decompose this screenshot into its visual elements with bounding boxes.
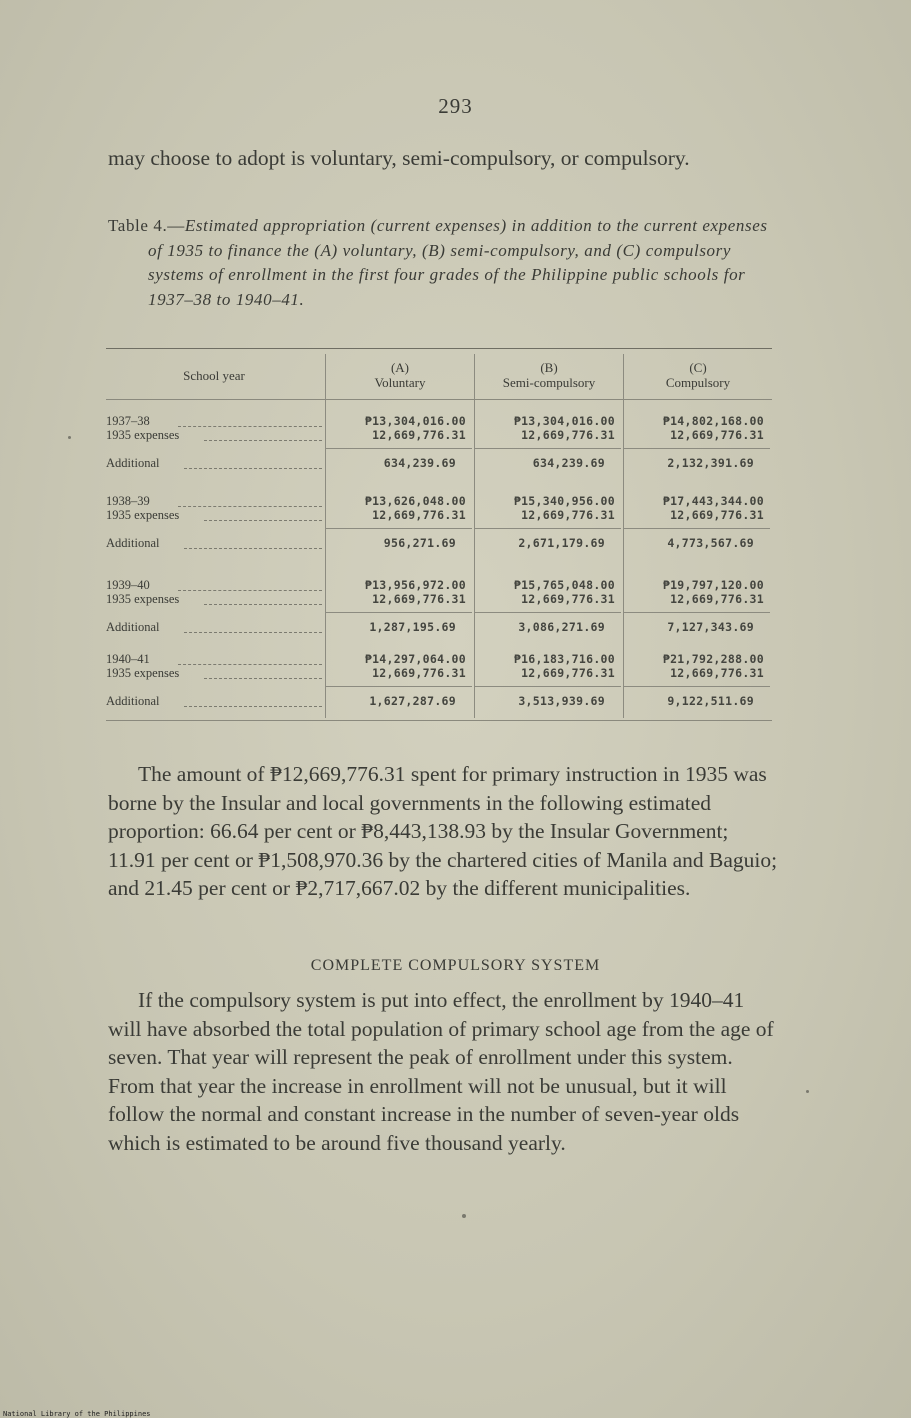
header-voluntary-code: (A) (390, 360, 410, 375)
header-semi-compulsory (475, 360, 623, 390)
cell-b-additional: 2,671,179.69 (518, 536, 605, 550)
table-caption-lead: Table 4.— (108, 216, 185, 235)
cell-c-additional: 9,122,511.69 (667, 694, 754, 708)
cell-a-base: 12,669,776.31 (372, 666, 466, 680)
header-compulsory-label: Compulsory (665, 375, 731, 390)
sum-rule (475, 448, 621, 449)
cell-c-additional: 4,773,567.69 (667, 536, 754, 550)
row-year-label: 1937–38 (106, 414, 150, 428)
cell-a-additional: 1,627,287.69 (369, 694, 456, 708)
cell-a-base: 12,669,776.31 (372, 592, 466, 606)
table-header-rule (106, 399, 772, 400)
ink-speck (462, 1214, 466, 1218)
table-caption (108, 214, 772, 312)
table-top-rule (106, 348, 772, 349)
cell-c-base: 12,669,776.31 (670, 592, 764, 606)
header-voluntary (326, 360, 474, 390)
cell-c-base: 12,669,776.31 (670, 428, 764, 442)
dot-leader (184, 706, 322, 707)
row-base-label: 1935 expenses (106, 666, 180, 680)
cell-b-base: 12,669,776.31 (521, 428, 615, 442)
cell-b-additional: 634,239.69 (532, 456, 605, 470)
header-semi-compulsory-label: Semi-compulsory (502, 375, 596, 390)
cell-c-base: 12,669,776.31 (670, 508, 764, 522)
sum-rule (624, 448, 770, 449)
footer-credit: National Library of the Philippines (3, 1410, 151, 1418)
cell-c-total: ₱17,443,344.00 (662, 494, 764, 508)
cell-a-additional: 956,271.69 (383, 536, 456, 550)
dot-leader (178, 506, 322, 507)
header-semi-compulsory-code: (B) (540, 360, 558, 375)
section-heading: COMPLETE COMPULSORY SYSTEM (310, 957, 601, 974)
dot-leader (204, 678, 322, 679)
ink-speck (806, 1090, 809, 1093)
header-voluntary-label: Voluntary (374, 375, 426, 390)
header-compulsory-code: (C) (689, 360, 707, 375)
cell-b-additional: 3,513,939.69 (518, 694, 605, 708)
cell-b-total: ₱16,183,716.00 (513, 652, 615, 666)
row-base-label: 1935 expenses (106, 428, 180, 442)
row-base-label: 1935 expenses (106, 592, 180, 606)
cell-b-total: ₱13,304,016.00 (513, 414, 615, 428)
dot-leader (184, 632, 322, 633)
cell-c-additional: 2,132,391.69 (667, 456, 754, 470)
sum-rule (326, 686, 472, 687)
cell-b-base: 12,669,776.31 (521, 666, 615, 680)
row-additional-label: Additional (106, 694, 160, 708)
sum-rule (624, 612, 770, 613)
cell-b-total: ₱15,340,956.00 (513, 494, 615, 508)
ink-speck (68, 436, 71, 439)
table-bottom-rule (106, 720, 772, 721)
header-school-year: School year (183, 368, 245, 383)
cell-a-total: ₱13,626,048.00 (364, 494, 466, 508)
dot-leader (204, 604, 322, 605)
sum-rule (475, 612, 621, 613)
row-year-label: 1939–40 (106, 578, 150, 592)
cell-a-additional: 1,287,195.69 (369, 620, 456, 634)
cell-c-base: 12,669,776.31 (670, 666, 764, 680)
sum-rule (475, 528, 621, 529)
cell-a-additional: 634,239.69 (383, 456, 456, 470)
row-additional-label: Additional (106, 620, 160, 634)
sum-rule (624, 528, 770, 529)
dot-leader (178, 590, 322, 591)
sum-rule (326, 448, 472, 449)
cell-b-base: 12,669,776.31 (521, 508, 615, 522)
cell-c-total: ₱19,797,120.00 (662, 578, 764, 592)
compulsory-paragraph: If the compulsory system is put into effect, the enrollment by 1940–41 will have absorbed the total population of primary school age from the age of seven. That year will represent the peak of enrollment under this system. From that year the increase in enrollment will not be unusual, but it will follow the normal and constant increase in the number of seven-year olds which is estimated to be around five thousand yearly. (108, 988, 774, 1155)
sum-rule (326, 612, 472, 613)
dot-leader (184, 548, 322, 549)
dot-leader (184, 468, 322, 469)
row-additional-label: Additional (106, 456, 160, 470)
row-base-label: 1935 expenses (106, 508, 180, 522)
dot-leader (178, 664, 322, 665)
cell-c-total: ₱14,802,168.00 (662, 414, 764, 428)
cell-b-base: 12,669,776.31 (521, 592, 615, 606)
row-year-label: 1938–39 (106, 494, 150, 508)
header-compulsory (624, 360, 772, 390)
dot-leader (204, 440, 322, 441)
sum-rule (326, 528, 472, 529)
cell-b-total: ₱15,765,048.00 (513, 578, 615, 592)
row-additional-label: Additional (106, 536, 160, 550)
sum-rule (624, 686, 770, 687)
dot-leader (178, 426, 322, 427)
intro-paragraph: may choose to adopt is voluntary, semi-compulsory, or compulsory. (108, 146, 690, 170)
row-year-label: 1940–41 (106, 652, 150, 666)
page-number: 293 (438, 94, 473, 118)
cell-a-total: ₱14,297,064.00 (364, 652, 466, 666)
amount-paragraph: The amount of ₱12,669,776.31 spent for primary instruction in 1935 was borne by the Insular and local governments in the following estimated proportion: 66.64 per cent or ₱8,443,138.93 by the Insular Government; 11.91 per cent or ₱1,508,970.36 by the chartered cities of Manila and Baguio; and 21.45 per cent or ₱2,717,667.02 by the different municipalities. (108, 762, 778, 900)
dot-leader (204, 520, 322, 521)
cell-a-base: 12,669,776.31 (372, 428, 466, 442)
cell-b-additional: 3,086,271.69 (518, 620, 605, 634)
sum-rule (475, 686, 621, 687)
cell-a-base: 12,669,776.31 (372, 508, 466, 522)
cell-c-additional: 7,127,343.69 (667, 620, 754, 634)
table-caption-text: Estimated appropriation (current expenses) in addition to the current expenses of 1935 to finance the (A) voluntary, (B) semi-compulsory, and (C) compulsory systems of enrollment in the first four grades of the Philippine public schools for 1937–38 to 1940–41. (148, 216, 768, 309)
cell-a-total: ₱13,304,016.00 (364, 414, 466, 428)
cell-a-total: ₱13,956,972.00 (364, 578, 466, 592)
cell-c-total: ₱21,792,288.00 (662, 652, 764, 666)
